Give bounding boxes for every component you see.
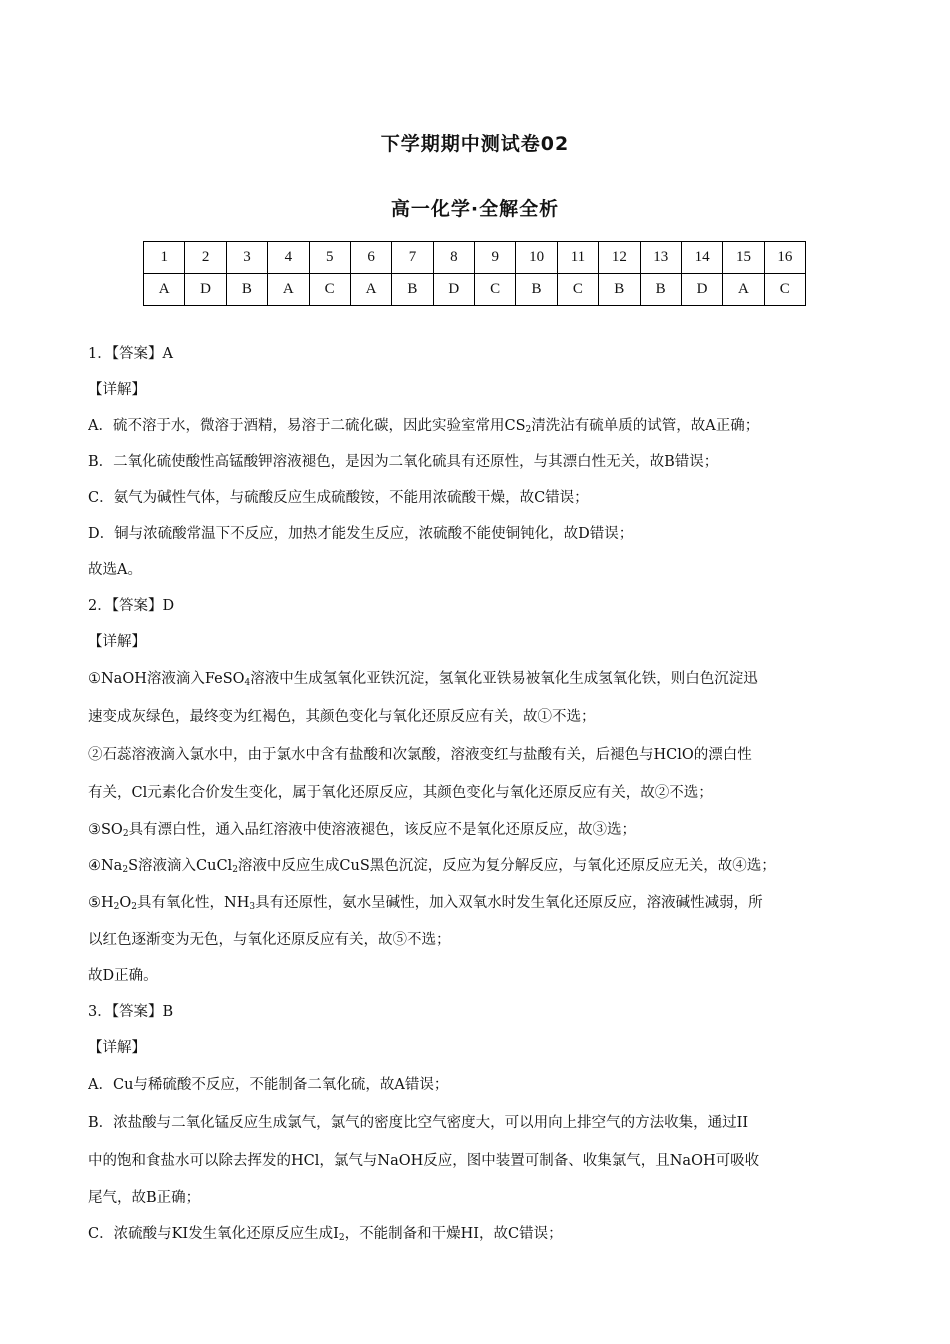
table-cell: A xyxy=(268,274,309,306)
answer-table xyxy=(143,241,806,306)
text-run: O xyxy=(119,895,132,911)
table-cell: 7 xyxy=(392,242,433,274)
table-cell: A xyxy=(723,274,764,306)
subscript: 2 xyxy=(338,1233,345,1243)
table-cell: C xyxy=(764,274,805,306)
table-cell: 16 xyxy=(764,242,805,274)
text-run: 具有氧化性，NH xyxy=(137,895,250,911)
solutions-body xyxy=(88,336,868,1252)
q3-option-b-cont: 中的饱和食盐水可以除去挥发的HCl，氯气与NaOH反应，图中装置可制备、收集氯气，且NaOH可吸收 xyxy=(88,1153,760,1169)
text-run: 溶液中生成氢氧化亚铁沉淀，氢氧化亚铁易被氧化生成氢氧化铁，则白色沉淀迅 xyxy=(250,671,758,687)
table-cell: C xyxy=(557,274,598,306)
subscript: 3 xyxy=(249,902,256,912)
text-run: 清洗沾有硫单质的试管，故A正确； xyxy=(531,418,760,434)
q3-option-a: A．Cu与稀硫酸不反应，不能制备二氧化硫，故A错误； xyxy=(88,1077,449,1093)
table-cell: B xyxy=(226,274,267,306)
table-cell: 8 xyxy=(433,242,474,274)
q1-option-c: C．氨气为碱性气体，与硫酸反应生成硫酸铵，不能用浓硫酸干燥，故C错误； xyxy=(88,490,589,506)
q2-item-5-cont: 以红色逐渐变为无色，与氧化还原反应有关，故⑤不选； xyxy=(88,932,451,948)
q2-item-1 xyxy=(88,660,868,698)
table-cell: 15 xyxy=(723,242,764,274)
subscript: 2 xyxy=(122,865,129,875)
q2-item-2-cont: 有关，Cl元素化合价发生变化，属于氧化还原反应，其颜色变化与氧化还原反应有关，故②不选； xyxy=(88,785,713,801)
table-cell: B xyxy=(392,274,433,306)
q3-option-b-cont2: 尾气，故B正确； xyxy=(88,1190,201,1206)
table-cell: D xyxy=(185,274,226,306)
table-cell: 11 xyxy=(557,242,598,274)
q2-item-3 xyxy=(88,812,868,848)
q2-conclusion: 故D正确。 xyxy=(88,968,158,984)
page-title: 下学期期中测试卷02 xyxy=(380,133,570,155)
q1-conclusion: 故选A。 xyxy=(88,562,142,578)
text-run: ①NaOH溶液滴入FeSO xyxy=(88,671,245,687)
q1-option-b: B．二氧化硫使酸性高锰酸钾溶液褪色，是因为二氧化硫具有还原性，与其漂白性无关，故B错误； xyxy=(88,454,719,470)
text-run: 溶液中反应生成CuS黑色沉淀，反应为复分解反应，与氧化还原反应无关，故④选； xyxy=(237,858,776,874)
table-cell: C xyxy=(309,274,350,306)
text-run: S溶液滴入CuCl xyxy=(128,858,233,874)
q2-item-5 xyxy=(88,884,868,922)
text-run: 具有还原性，氨水呈碱性，加入双氧水时发生氧化还原反应，溶液碱性减弱，所 xyxy=(255,895,763,911)
table-cell: 4 xyxy=(268,242,309,274)
text-run: 具有漂白性，通入品红溶液中使溶液褪色，该反应不是氧化还原反应，故③选； xyxy=(128,822,637,838)
q1-option-d: D．铜与浓硫酸常温下不反应，加热才能发生反应，浓硫酸不能使铜钝化，故D错误； xyxy=(88,526,634,542)
text-run: C．浓硫酸与KI发生氧化还原反应生成I xyxy=(88,1226,339,1242)
table-cell: B xyxy=(640,274,681,306)
q2-item-1-cont: 速变成灰绿色，最终变为红褐色，其颜色变化与氧化还原反应有关，故①不选； xyxy=(88,709,596,725)
table-cell: 10 xyxy=(516,242,557,274)
q2-answer: 2．【答案】D xyxy=(88,598,175,614)
table-cell: 14 xyxy=(681,242,722,274)
q2-item-4 xyxy=(88,848,868,884)
table-cell: B xyxy=(516,274,557,306)
table-cell: 3 xyxy=(226,242,267,274)
table-cell: A xyxy=(350,274,391,306)
q2-detail-heading: 【详解】 xyxy=(88,634,146,650)
answer-table-numbers-row xyxy=(144,242,806,274)
table-cell: A xyxy=(144,274,185,306)
subscript: 2 xyxy=(131,902,138,912)
subscript: 2 xyxy=(232,865,238,875)
table-cell: 2 xyxy=(185,242,226,274)
q1-option-a xyxy=(88,408,868,444)
table-cell: 6 xyxy=(350,242,391,274)
q1-detail-heading: 【详解】 xyxy=(88,382,146,398)
page-subtitle: 高一化学·全解全析 xyxy=(390,198,560,220)
text-run: ⑤H xyxy=(88,895,114,911)
table-cell: 5 xyxy=(309,242,350,274)
q2-item-2: ②石蕊溶液滴入氯水中，由于氯水中含有盐酸和次氯酸，溶液变红与盐酸有关，后褪色与HClO的漂白性 xyxy=(88,747,752,763)
q3-option-b: B．浓盐酸与二氧化锰反应生成氯气，氯气的密度比空气密度大，可以用向上排空气的方法收集，通过II xyxy=(88,1115,749,1131)
table-cell: 1 xyxy=(144,242,185,274)
text-run: A．硫不溶于水，微溶于酒精，易溶于二硫化碳，因此实验室常用CS xyxy=(88,418,526,434)
q3-detail-heading: 【详解】 xyxy=(88,1040,146,1056)
table-cell: D xyxy=(681,274,722,306)
table-cell: 13 xyxy=(640,242,681,274)
q1-answer: 1．【答案】A xyxy=(88,346,173,362)
table-cell: D xyxy=(433,274,474,306)
text-run: ③SO xyxy=(88,822,123,838)
table-cell: 9 xyxy=(475,242,516,274)
table-cell: 12 xyxy=(599,242,640,274)
subscript: 4 xyxy=(244,678,251,688)
q3-answer: 3．【答案】B xyxy=(88,1004,174,1020)
text-run: ，不能制备和干燥HI，故C错误； xyxy=(344,1226,563,1242)
table-cell: C xyxy=(475,274,516,306)
answer-table-answers-row xyxy=(144,274,806,306)
text-run: ④Na xyxy=(88,858,123,874)
subscript: 2 xyxy=(525,425,532,435)
q3-option-c xyxy=(88,1216,868,1252)
table-cell: B xyxy=(599,274,640,306)
subscript: 2 xyxy=(113,902,120,912)
subscript: 2 xyxy=(122,829,129,839)
